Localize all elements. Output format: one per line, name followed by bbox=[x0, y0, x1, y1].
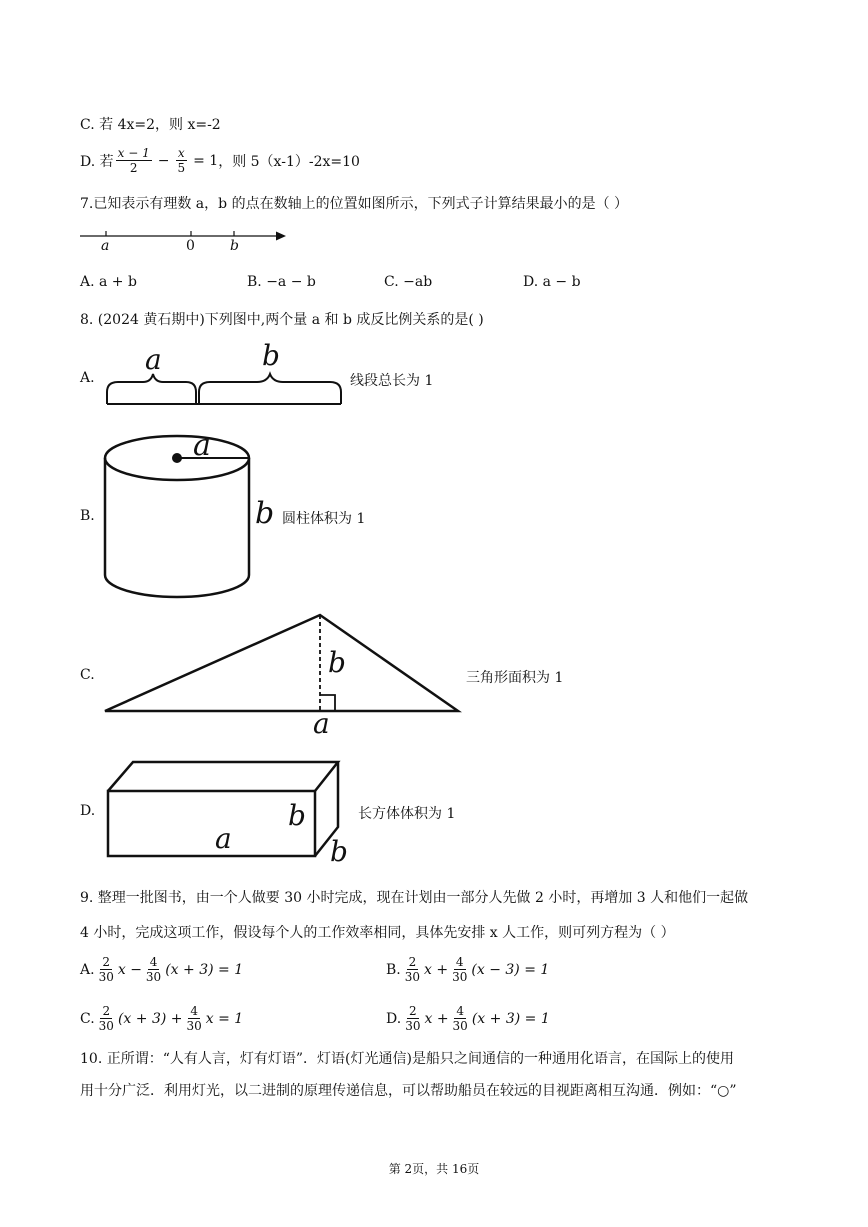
numberline-label-a: a bbox=[101, 238, 110, 254]
q7-option-b: B. −a − b bbox=[247, 274, 316, 290]
q6-d-equals: = 1 bbox=[193, 152, 219, 169]
q9-c-frac2: $\frac{4}{30}$ bbox=[186, 1004, 202, 1033]
q8-b-label-a: a bbox=[193, 428, 211, 463]
q6-d-suffix: ，则 5（x-1）-2x=10 bbox=[218, 153, 360, 170]
q8-c-label-a: a bbox=[313, 707, 330, 740]
numberline-label-b: b bbox=[230, 238, 239, 254]
q8-d-label-b-depth: b bbox=[330, 835, 348, 868]
q7-option-c: C. −ab bbox=[384, 274, 433, 290]
q10-stem-line1: 10. 正所谓：“人有人言，灯有灯语”．灯语(灯光通信)是船只之间通信的一种通用化语言，在国际上的使用 bbox=[80, 1051, 734, 1067]
q8-d-letter: D. bbox=[80, 803, 96, 819]
q9-stem-line2: 4 小时，完成这项工作，假设每个人的工作效率相同，具体先安排 x 人工作，则可列方程为（ ） bbox=[80, 925, 675, 941]
q9-d-frac2: $\frac{4}{30}$ bbox=[452, 1004, 468, 1033]
q9-d-frac1: $\frac{2}{30}$ bbox=[405, 1004, 421, 1033]
q9-stem-line1: 9. 整理一批图书，由一个人做要 30 小时完成，现在计划由一部分人先做 2 小时，再增加 3 人和他们一起做 bbox=[80, 890, 749, 906]
q7-option-d: D. a − b bbox=[523, 274, 581, 290]
q6-option-c: C. 若 4x=2，则 x=-2 bbox=[80, 117, 221, 133]
q8-a-letter: A. bbox=[80, 370, 95, 386]
q9-d-mid: x + bbox=[424, 1010, 449, 1027]
q8-stem: 8. (2024 黄石期中)下列图中,两个量 a 和 b 成反比例关系的是( ) bbox=[80, 312, 484, 328]
q8-b-label-b: b bbox=[255, 496, 275, 531]
q8-c-label-b: b bbox=[328, 646, 346, 679]
q6-d-frac2-denominator: 5 bbox=[177, 161, 186, 175]
q9-option-d bbox=[386, 1004, 550, 1033]
q9-c-tail: x = 1 bbox=[205, 1010, 244, 1027]
q7-option-a: A. a + b bbox=[80, 274, 137, 290]
q9-b-letter: B. bbox=[386, 961, 401, 978]
q8-d-label-a: a bbox=[215, 822, 232, 855]
q8-a-caption: 线段总长为 1 bbox=[350, 373, 434, 389]
q8-c-caption: 三角形面积为 1 bbox=[466, 670, 564, 686]
q8-a-label-b: b bbox=[262, 339, 280, 372]
q8-a-label-a: a bbox=[145, 343, 162, 376]
q9-a-frac1: $\frac{2}{30}$ bbox=[98, 955, 114, 984]
q9-a-mid: x − bbox=[117, 961, 142, 978]
q8-b-letter: B. bbox=[80, 508, 95, 524]
q6-d-prefix: D. 若 bbox=[80, 153, 114, 170]
q7-stem: 7.已知表示有理数 a，b 的点在数轴上的位置如图所示，下列式子计算结果最小的是（ ） bbox=[80, 196, 629, 212]
q9-d-tail: (x + 3) = 1 bbox=[471, 1010, 550, 1027]
q8-d-label-b-height: b bbox=[288, 799, 306, 832]
q9-b-frac1: $\frac{2}{30}$ bbox=[404, 955, 421, 984]
q6-d-frac2-numerator: x bbox=[177, 146, 185, 160]
q9-c-frac1: $\frac{2}{30}$ bbox=[98, 1004, 114, 1033]
q8-d-caption: 长方体体积为 1 bbox=[358, 806, 456, 822]
q9-b-mid: x + bbox=[424, 961, 449, 978]
q9-a-tail: (x + 3) = 1 bbox=[165, 961, 244, 978]
q9-a-frac2: $\frac{4}{30}$ bbox=[145, 955, 162, 984]
q9-b-tail: (x − 3) = 1 bbox=[471, 961, 550, 978]
q9-d-letter: D. bbox=[386, 1010, 402, 1027]
q8-b-caption: 圆柱体积为 1 bbox=[282, 511, 366, 527]
q8-c-letter: C. bbox=[80, 667, 95, 683]
q9-c-letter: C. bbox=[80, 1010, 95, 1027]
q9-a-letter: A. bbox=[80, 961, 95, 978]
q9-b-frac2: $\frac{4}{30}$ bbox=[452, 955, 468, 984]
q9-c-mid: (x + 3) + bbox=[117, 1010, 183, 1027]
q9-option-a bbox=[80, 955, 243, 984]
q9-option-b bbox=[386, 955, 549, 984]
q10-stem-line2: 用十分广泛．利用灯光，以二进制的原理传递信息，可以帮助船员在较远的目视距离相互沟通．例如：“○” bbox=[80, 1083, 737, 1099]
q6-d-frac1-numerator: x − 1 bbox=[117, 146, 150, 160]
q6-d-frac1-denominator: 2 bbox=[129, 161, 138, 175]
q9-option-c bbox=[80, 1004, 243, 1033]
q6-d-minus: − bbox=[157, 152, 170, 169]
numberline-label-0: 0 bbox=[186, 238, 195, 254]
page-footer: 第 2页，共 16页 bbox=[388, 1162, 480, 1176]
